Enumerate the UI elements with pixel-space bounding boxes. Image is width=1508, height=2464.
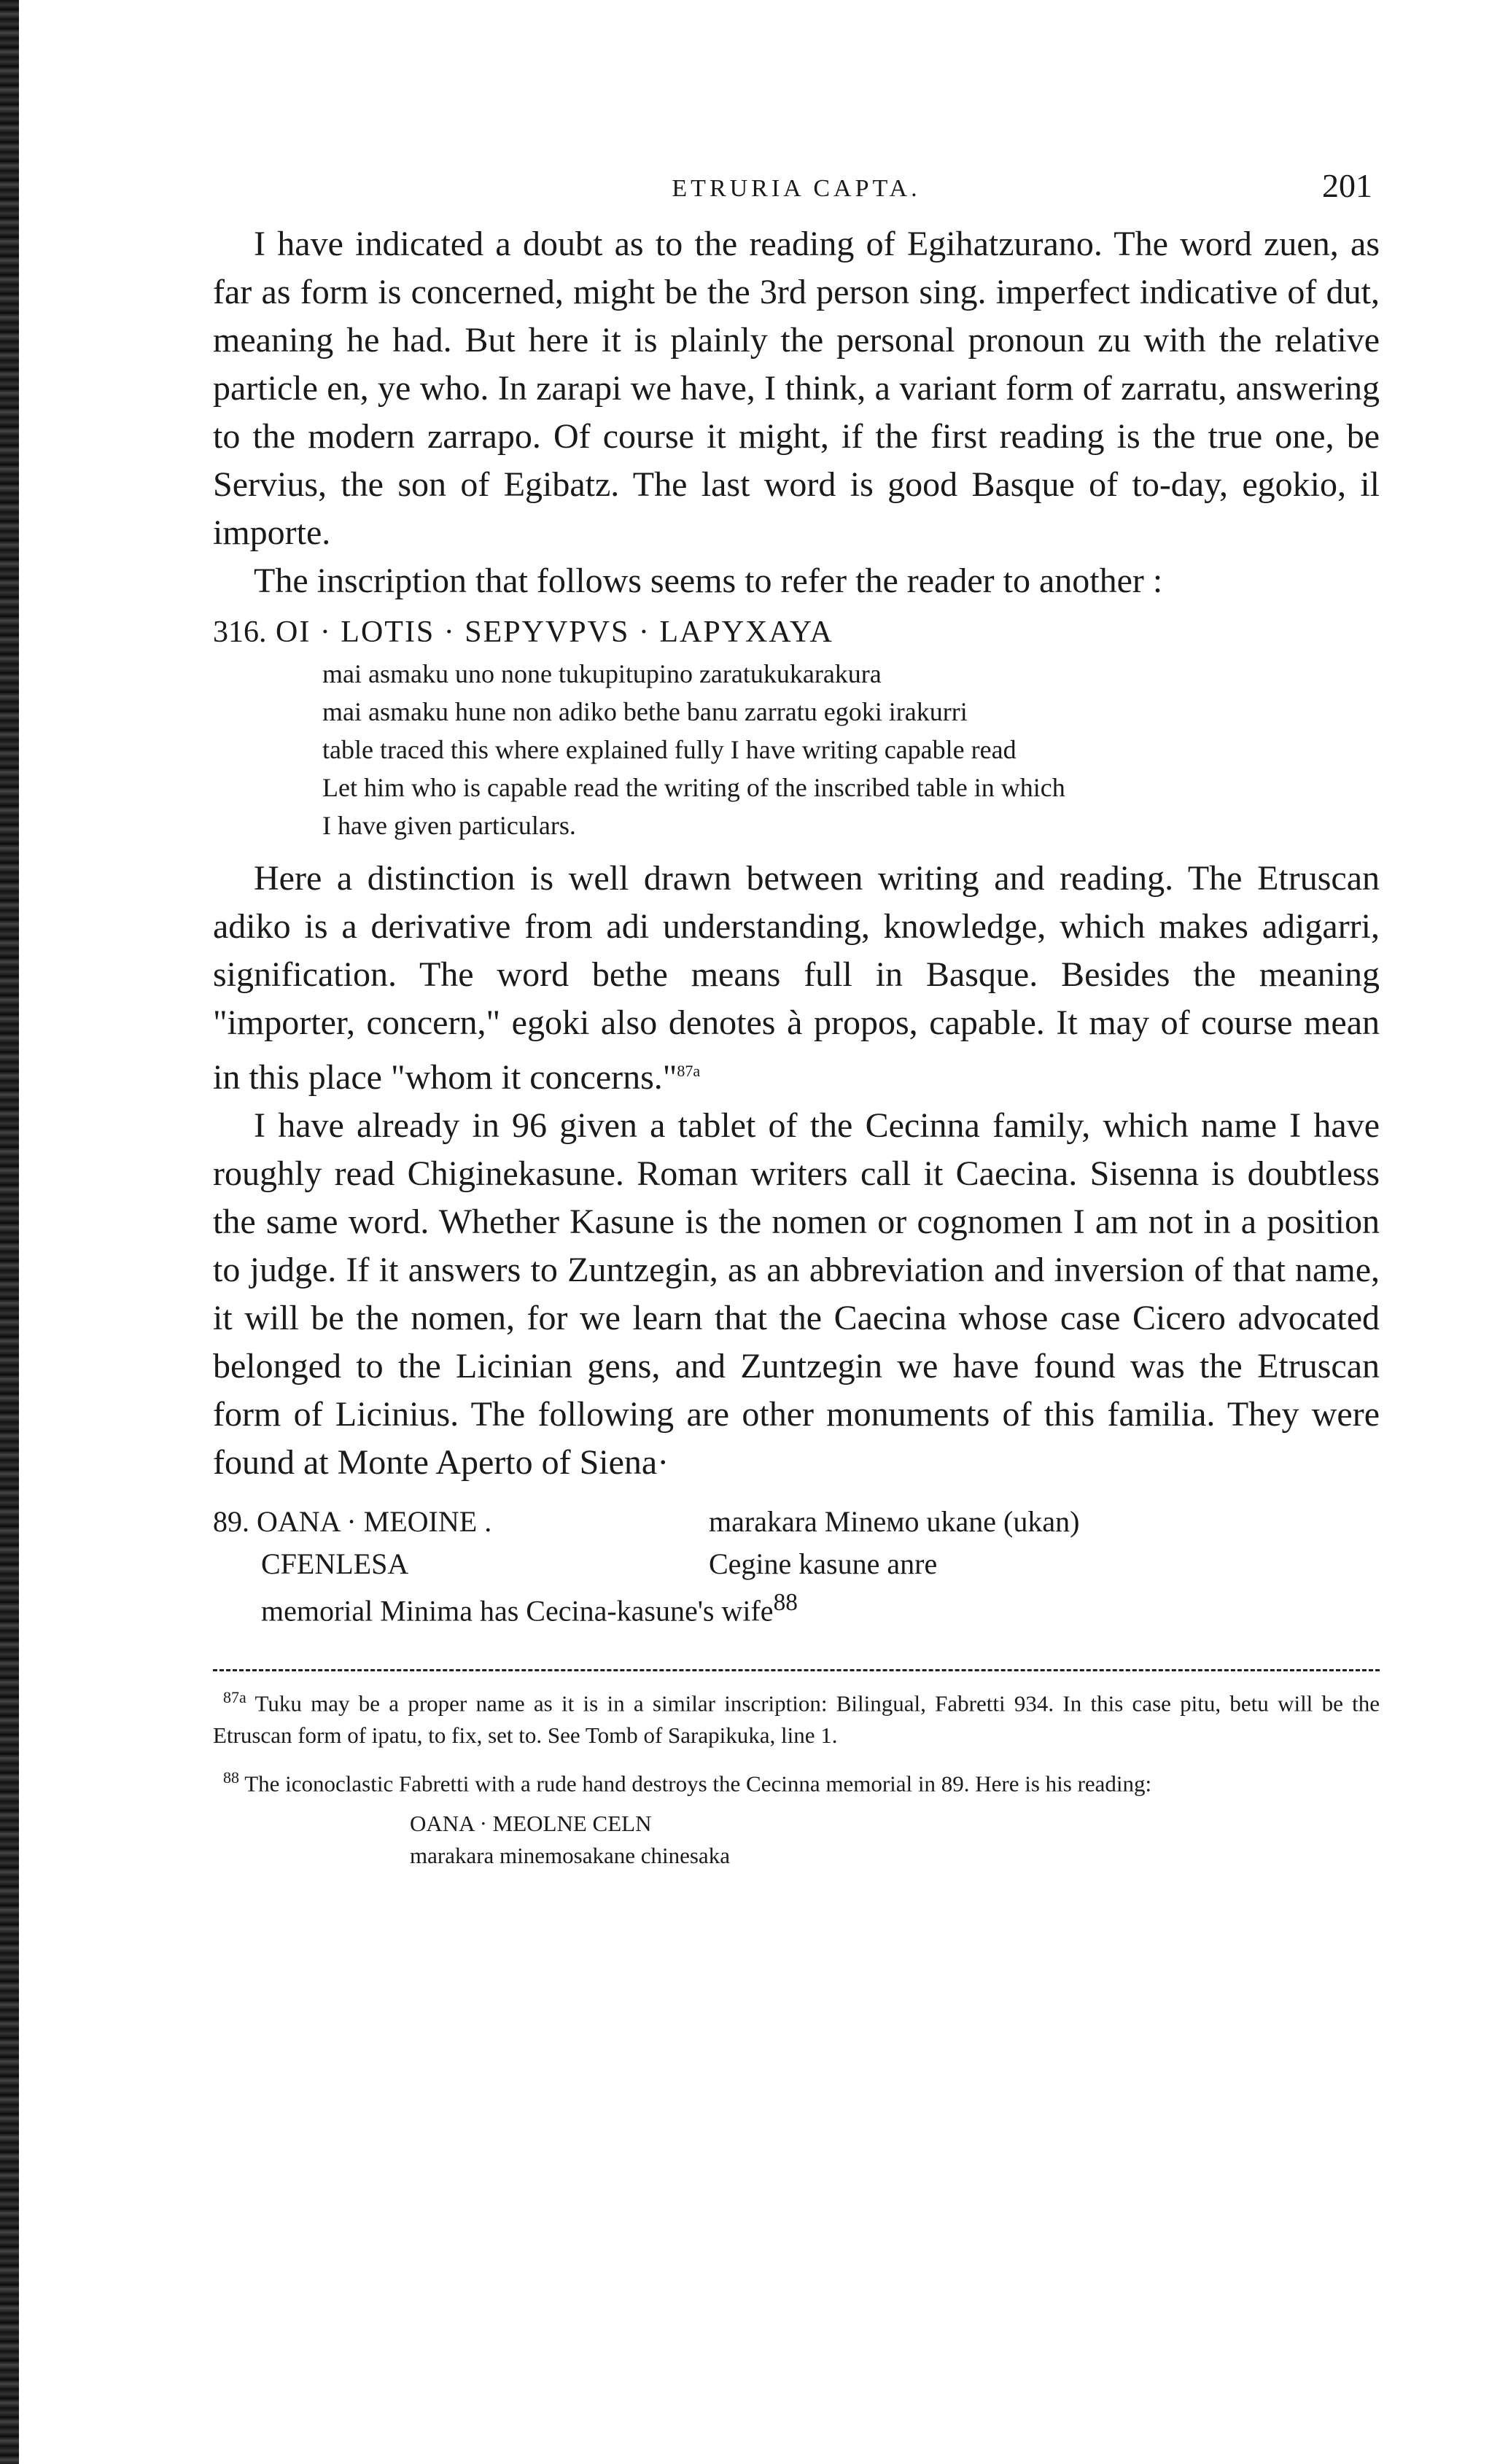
inscription-number: 89.: [213, 1505, 249, 1538]
inscription-89: [213, 1504, 1380, 1650]
translation-line: [261, 1589, 798, 1628]
footnote-inscription-gloss: marakara minemosakane chinesaka: [410, 1842, 730, 1868]
gloss-line: I have given particulars.: [322, 811, 576, 840]
paragraph-4: I have already in 96 given a tablet of the Cecinna family, which name I have roughly read Chiginekasune. Roman writers call it Caecina. Sisenna is doubtless the same word. Whether Kasune is the nomen or cognomen I am not in a position to judge. If it answers to Zuntzegin, as an abbreviation and inversion of that name, it will be the nomen, for we learn that the Caecina whose case Cicero advocated belonged to the Licinian gens, and Zuntzegin we have found was the Etruscan form of Licinius. The following are other monuments of this familia. They were found at Monte Aperto of Siena·: [213, 1106, 1380, 1482]
paragraph-1: I have indicated a doubt as to the reading of Egihatzurano. The word zuen, as far as form is concerned, might be the 3rd person sing. imperfect indicative of dut, meaning he had. But here it is plainly the personal pronoun zu with the relative particle en, ye who. In zarapi we have, I think, a variant form of zarratu, answering to the modern zarrapo. Of course it might, if the first reading is the true one, be Servius, the son of Egibatz. The last word is good Basque of to-day, egokio, il importe.: [213, 225, 1380, 552]
page: [213, 162, 1380, 1872]
footnote-rule: [213, 1669, 1380, 1671]
inscription-number: 316.: [213, 615, 267, 649]
book-spine-edge: [0, 0, 19, 2464]
translation-text: memorial Minima has Cecina-kasune's wife: [261, 1594, 774, 1628]
footnote-ref-87a: 87a: [677, 1062, 701, 1080]
inscription-316: [213, 610, 1380, 655]
gloss-line: Let him who is capable read the writing of the inscribed table in which: [322, 773, 1065, 802]
gloss-line: mai asmaku hune non adiko bethe banu zarratu egoki irakurri: [322, 697, 968, 726]
etruscan-line: CFENLESA: [261, 1547, 409, 1580]
inscription-316-gloss: [322, 655, 1380, 844]
inscription-text: OI · LOTIS · SEPYVPVS · LAPYXAYA: [276, 615, 833, 649]
footnote-ref-88: 88: [773, 1589, 798, 1616]
paragraph-3: [213, 855, 1380, 1102]
gloss-line: table traced this where explained fully I have writing capable read: [322, 735, 1017, 764]
footnote-text: Tuku may be a proper name as it is in a similar inscription: Bilingual, Fabretti 934. In this case pitu, betu will be the Etruscan form of ipatu, to fix, set to. See Tomb of Sarapikuka, line 1.: [213, 1690, 1380, 1749]
footnote-88: [213, 1762, 1380, 1800]
etruscan-line: OANA · MEOINE .: [257, 1505, 492, 1538]
paragraph-2: The inscription that follows seems to refer the reader to another :: [254, 561, 1163, 600]
footnote-text: The iconoclastic Fabretti with a rude hand destroys the Cecinna memorial in 89. Here is his reading:: [244, 1771, 1152, 1797]
footnote-mark: 87a: [223, 1688, 246, 1706]
paragraph-3-text: Here a distinction is well drawn between writing and reading. The Etruscan adiko is a derivative from adi understanding, knowledge, which makes adigarri, signification. The word bethe means full in Basque. Besides the meaning "importer, concern," egoki also denotes à propos, capable. It may of course mean in this place "whom it concerns.": [213, 859, 1380, 1097]
gloss-line: marakara Mineмо ukane (ukan): [709, 1505, 1080, 1538]
gloss-line: Cegine kasune anre: [709, 1547, 938, 1580]
page-header: [213, 162, 1380, 220]
footnote-mark: 88: [223, 1768, 239, 1787]
footnote-inscription-line: OANA · MEOLNE CELN: [410, 1810, 652, 1836]
running-head: ETRURIA CAPTA.: [672, 175, 921, 202]
page-number: 201: [1322, 167, 1372, 204]
footnote-87a: [213, 1682, 1380, 1752]
gloss-line: mai asmaku uno none tukupitupino zaratukukarakura: [322, 659, 882, 688]
inscription-89-line1: [213, 1504, 491, 1539]
